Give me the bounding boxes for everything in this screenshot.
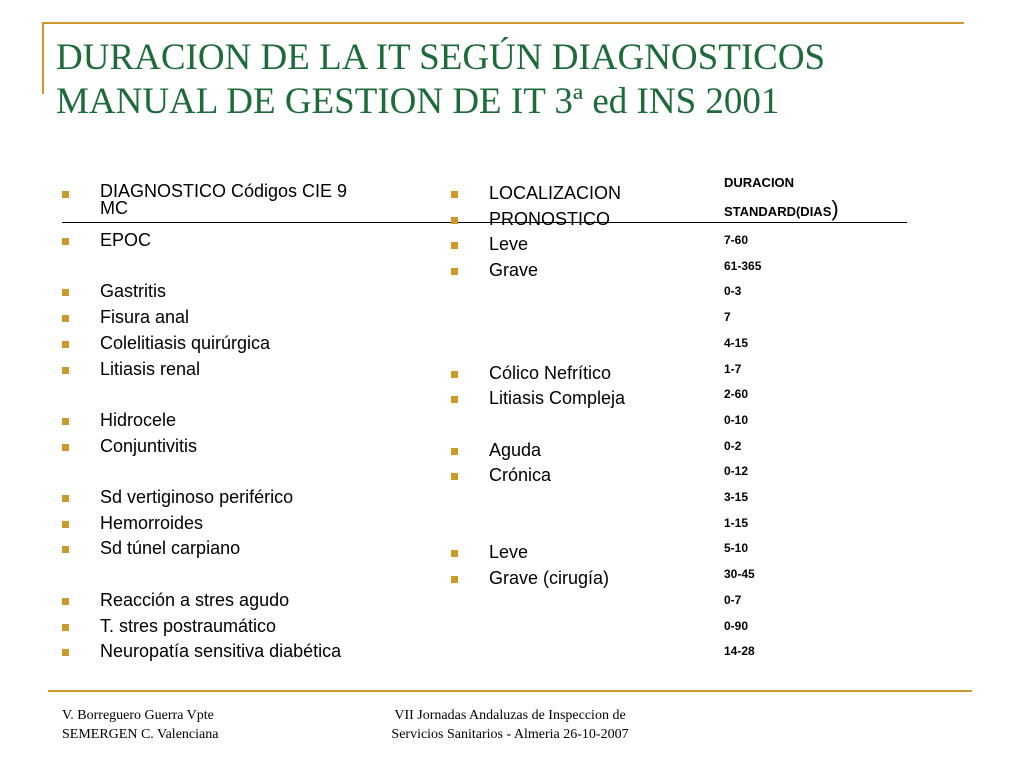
list-item-text: LOCALIZACION	[489, 183, 622, 203]
footer-event-line-1: VII Jornadas Andaluzas de Inspeccion de	[394, 708, 626, 723]
footer-event-line-2: Servicios Sanitarios - Almeria 26-10-2007	[391, 727, 629, 742]
bullet-icon	[451, 576, 458, 583]
duration-value: 3-15	[724, 490, 749, 504]
bullet-icon	[451, 396, 458, 403]
bullet-icon	[62, 546, 69, 553]
duration-header-line-2: STANDARD(DIAS	[724, 204, 832, 219]
duration-value: 0-10	[724, 412, 749, 427]
list-item-text: Litiasis renal	[100, 358, 201, 379]
duration-header-line-1: DURACION	[724, 175, 795, 190]
bullet-icon	[62, 521, 69, 528]
bullet-icon	[451, 217, 458, 224]
bullet-icon	[62, 649, 69, 656]
bullet-icon	[451, 268, 458, 275]
frame-left-line	[42, 22, 44, 94]
list-item-text: Aguda	[489, 439, 542, 460]
duration-value: 1-7	[724, 361, 742, 376]
bullet-icon	[451, 242, 458, 249]
duration-value: 4-15	[724, 335, 749, 350]
list-item-text: Hidrocele	[100, 409, 177, 430]
duration-value: 0-12	[724, 464, 749, 479]
list-item-text: Conjuntivitis	[100, 435, 198, 456]
duration-value: 7	[724, 310, 731, 325]
frame-top-line	[42, 22, 964, 24]
bullet-icon	[62, 624, 69, 631]
title-line-2: MANUAL DE GESTION DE IT 3ª ed INS 2001	[56, 81, 780, 122]
bullet-icon	[62, 238, 69, 245]
duration-value: 14-28	[724, 644, 755, 659]
list-item-text: PRONOSTICO	[489, 208, 611, 229]
bullet-icon	[62, 191, 69, 198]
list-item-text: Neuropatía sensitiva diabética	[100, 641, 342, 662]
duration-value: 7-60	[724, 233, 749, 247]
bullet-icon	[62, 444, 69, 451]
footer-author-line-2: SEMERGEN C. Valenciana	[62, 727, 219, 742]
duration-value: 30-45	[724, 567, 755, 582]
list-item-text: Gastritis	[100, 281, 167, 302]
footer-author	[62, 706, 218, 744]
list-item-text: EPOC	[100, 230, 152, 250]
list-item-text: Hemorroides	[100, 512, 204, 533]
bullet-icon	[451, 550, 458, 557]
bullet-icon	[62, 341, 69, 348]
duration-value: 5-10	[724, 541, 749, 556]
duration-value: 0-90	[724, 618, 749, 633]
list-item-text: Cólico Nefrítico	[489, 362, 612, 383]
slide-title	[56, 36, 1006, 124]
header-text: MC	[100, 198, 128, 218]
bullet-icon	[62, 598, 69, 605]
list-item-text: Grave (cirugía)	[489, 568, 610, 589]
duration-value: 0-2	[724, 438, 742, 453]
list-item-text: Litiasis Compleja	[489, 388, 626, 409]
list-item-text: Leve	[489, 542, 529, 563]
list-item-text: Grave	[489, 259, 539, 280]
list-item-text: Fisura anal	[100, 307, 190, 328]
duration-header-paren: )	[831, 196, 839, 221]
list-item-text: Leve	[489, 234, 529, 254]
list-item-text: Crónica	[489, 465, 552, 486]
duration-value: 0-3	[724, 284, 742, 299]
footer-line	[48, 690, 972, 692]
list-item-text: Colelitiasis quirúrgica	[100, 332, 271, 353]
duration-value: 1-15	[724, 515, 749, 530]
list-item-text: Sd vertiginoso periférico	[100, 487, 294, 507]
bullet-icon	[62, 367, 69, 374]
bullet-icon	[62, 315, 69, 322]
bullet-icon	[62, 418, 69, 425]
bullet-icon	[451, 473, 458, 480]
duration-value: 2-60	[724, 387, 749, 402]
duration-value: 0-7	[724, 592, 742, 607]
footer-event	[340, 706, 680, 744]
header-text: DIAGNOSTICO Códigos CIE 9	[100, 181, 348, 201]
list-item-text: Sd túnel carpiano	[100, 538, 241, 559]
list-item-text: T. stres postraumático	[100, 615, 277, 636]
list-item-text: Reacción a stres agudo	[100, 589, 290, 610]
bullet-icon	[62, 495, 69, 502]
bullet-icon	[451, 191, 458, 198]
bullet-icon	[62, 289, 69, 296]
footer-author-line-1: V. Borreguero Guerra Vpte	[62, 708, 214, 723]
bullet-icon	[451, 371, 458, 378]
duration-value: 61-365	[724, 258, 762, 273]
title-line-1: DURACION DE LA IT SEGÚN DIAGNOSTICOS	[56, 37, 826, 78]
duration-header	[724, 170, 839, 225]
bullet-icon	[451, 448, 458, 455]
